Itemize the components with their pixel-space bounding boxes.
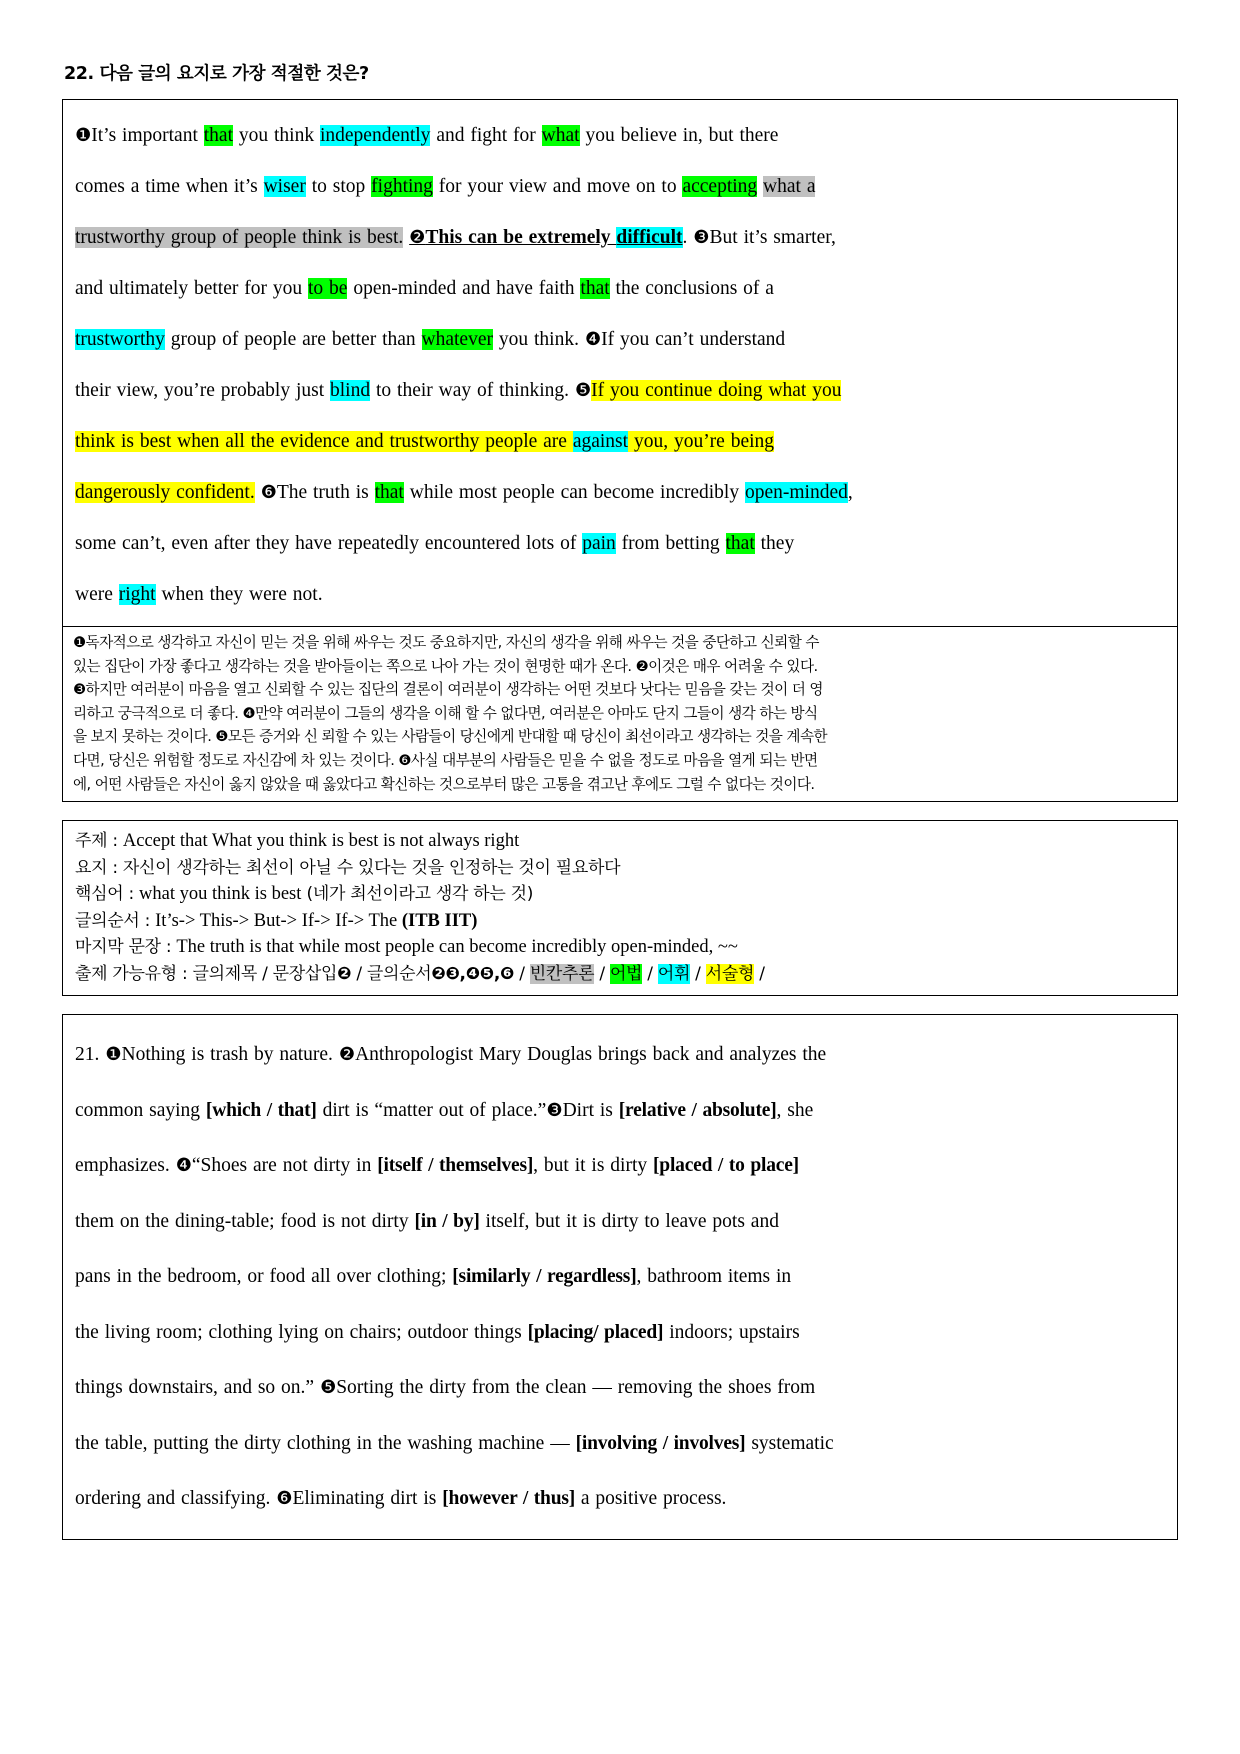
q21-line-7 [75,1360,1165,1416]
type-badge-3: 글의순서 [366,963,432,984]
text-run: some can’t, even after they have repeatedly encountered lots of [75,533,583,554]
text-run: indoors; upstairs [663,1321,800,1343]
types-label: 출제 가능유형 [75,963,177,984]
highlight-green: that [374,482,404,503]
text-run: This can be extremely [425,227,617,248]
translation-line-7: 에, 어떤 사람들은 자신이 옳지 않았을 때 옳았다고 확신하는 것으로부터 많은 고통을 겪고난 후에도 그럴 수 없다는 것이다. [73,775,815,793]
analysis-row-gist: 요지 : 자신이 생각하는 최선이 아닐 수 있다는 것을 인정하는 것이 필요하다 [75,857,621,878]
highlight-cyan: pain [582,533,616,554]
passage-line-4 [75,263,1165,314]
text-run: , bathroom items in [636,1266,792,1288]
grammar-choice: [placing/ placed] [527,1321,664,1343]
order-value: It’s-> This-> But-> If-> If-> The [155,910,398,931]
text-run: Sorting the dirty from the clean — removing the shoes from [336,1377,816,1399]
type-separator: / [690,963,706,984]
text-run: you believe in, but there [579,125,779,146]
type-separator: / [351,963,367,984]
text-run: dirt is “matter out of place.” [316,1099,547,1121]
q21-line-4 [75,1194,1165,1250]
sentence-marker: ❸ [693,227,710,248]
keyword-value-en: what you think is best [139,884,302,905]
text-run: the living room; clothing lying on chairs; outdoor things [75,1321,528,1343]
grammar-choice: [similarly / regardless] [452,1266,637,1288]
text-run: itself, but it is dirty to leave pots and [479,1210,779,1232]
gist-label: 요지 [75,857,108,878]
highlight-green: what [541,125,580,146]
translation-line-6: 다면, 당신은 위험할 정도로 자신감에 차 있는 것이다. ❻사실 대부분의 사람들은 믿을 수 없을 정도로 마음을 열게 되는 반면 [73,751,818,769]
grammar-choice: [in / by] [414,1210,480,1232]
analysis-row-order: 글의순서 : It’s-> This-> But-> If-> If-> The (ITB IIT) [75,910,478,931]
text-run: and fight for [430,125,542,146]
text-run: comes a time when it’s [75,176,264,197]
highlight-yellow: think is best when all the evidence and trustworthy people are [75,431,573,452]
text-run: If you can’t understand [601,329,786,350]
passage-line-9 [75,518,1165,569]
analysis-row-types: 출제 가능유형 : 글의제목 / 문장삽입❷ / 글의순서❷❸,❹❺,❻ / 빈칸추론 / 어법 / 어휘 / 서술형 / [75,963,765,984]
text-run: It’s important [91,125,204,146]
text-run: their view, you’re probably just [75,380,331,401]
highlight-cyan: independently [319,125,431,146]
text-run: while most people can become incredibly [403,482,745,503]
highlight-cyan: wiser [263,176,306,197]
grammar-choice: [relative / absolute] [618,1099,777,1121]
text-run: , but it is dirty [533,1155,653,1177]
topic-label: 주제 [75,831,108,852]
highlight-yellow: what [768,380,807,401]
sentence-marker: ❹ [175,1155,192,1177]
text-run: ordering and classifying. [75,1488,277,1510]
text-run: the conclusions of a [609,278,774,299]
type-badge-5: 어법 [609,963,643,984]
order-code: (ITB IIT) [401,910,478,931]
highlight-green: fighting [371,176,433,197]
type-separator: / [642,963,658,984]
highlight-cyan: open-minded [744,482,848,503]
text-run: , [847,482,853,503]
sentence-marker: ❻ [276,1488,293,1510]
question-22-box [62,99,1178,802]
q21-line-6 [75,1305,1165,1361]
highlight-green: that [725,533,755,554]
text-run: for your view and move on to [432,176,683,197]
type-badge-6: 어휘 [657,963,691,984]
type-badge-suffix-3: ❷❸,❹❺,❻ [431,963,515,984]
highlight-cyan: right [118,584,156,605]
grammar-choice: [itself / themselves] [377,1155,534,1177]
analysis-row-last-sentence: 마지막 문장 : The truth is that while most people can become incredibly open-minded, ~~ [75,937,738,958]
highlight-gray: trustworthy group of people think is best. [75,227,404,248]
types-list [192,964,764,984]
text-run: a positive process. [575,1488,727,1510]
type-badge-4: 빈칸추론 [529,963,595,984]
text-run: to stop [305,176,372,197]
sentence-marker: ❺ [574,380,592,401]
text-run: The truth is [276,482,375,503]
text-run: and ultimately better for you [75,278,308,299]
q21-line-2 [75,1083,1165,1139]
grammar-choice: [however / thus] [442,1488,576,1510]
passage-line-6 [75,365,1165,416]
order-label: 글의순서 [75,910,140,931]
analysis-box [62,820,1178,996]
type-separator: / [256,963,273,984]
highlight-yellow: dangerously confident. [75,482,255,503]
sentence-marker: ❻ [260,482,277,503]
grammar-choice: [placed / to place] [653,1155,799,1177]
text-run: to their way of thinking. [370,380,569,401]
sentence-marker: ❶ [75,125,92,146]
highlight-cyan: difficult [616,227,683,248]
sentence-marker: ❷ [409,227,426,248]
passage-line-1 [75,110,1165,161]
q21-line-5 [75,1249,1165,1305]
passage-line-8 [75,467,1165,518]
last-sentence-value: The truth is that while most people can become incredibly open-minded, ~~ [176,937,738,958]
q21-line-3 [75,1138,1165,1194]
highlight-green: to be [307,278,348,299]
gist-value: 자신이 생각하는 최선이 아닐 수 있다는 것을 인정하는 것이 필요하다 [122,857,621,878]
text-run: the table, putting the dirty clothing in the washing machine — [75,1432,576,1454]
text-run: Dirt is [562,1099,619,1121]
keyword-value-kr: (네가 최선이라고 생각 하는 것) [306,884,534,905]
text-run: them on the dining-table; food is not dirty [75,1210,415,1232]
keyword-label: 핵심어 [75,884,124,905]
highlight-cyan: trustworthy [75,329,165,350]
highlight-green: whatever [421,329,493,350]
text-run: they [754,533,795,554]
translation-line-5: 을 보지 못하는 것이다. ❺모든 증거와 신 뢰할 수 있는 사람들이 당신에게 반대할 때 당신이 최선이라고 생각하는 것을 계속한 [73,728,828,746]
text-run: pans in the bedroom, or food all over clothing; [75,1266,453,1288]
type-separator: / [594,963,610,984]
text-run: emphasizes. [75,1155,176,1177]
text-run: “Shoes are not dirty in [191,1155,378,1177]
highlight-cyan: blind [330,380,371,401]
type-badge-1: 글의제목 [192,963,257,984]
q21-line-8 [75,1416,1165,1472]
text-run: you think. [493,329,579,350]
translation-line-3: ❸하지만 여러분이 마음을 열고 신뢰할 수 있는 집단의 결론이 여러분이 생각하는 어떤 것보다 낫다는 믿음을 갖는 것이 더 영 [73,681,823,699]
sentence-marker: ❷ [338,1044,356,1066]
translation-line-2: 있는 집단이 가장 좋다고 생각하는 것을 받아들이는 쪽으로 나아 가는 것이 현명한 때가 온다. ❷이것은 매우 어려울 수 있다. [73,657,818,675]
highlight-green: accepting [682,176,758,197]
english-passage [63,100,1177,626]
text-run: Eliminating dirt is [292,1488,443,1510]
text-run: common saying [75,1099,206,1121]
type-badge-suffix-2: ❷ [337,963,352,984]
type-badge-7: 서술형 [705,963,755,984]
highlight-green: that [580,278,610,299]
question-21-box [62,1014,1178,1540]
passage-line-5 [75,314,1165,365]
last-sentence-label: 마지막 문장 [75,937,161,958]
text-run: from betting [615,533,726,554]
sentence-marker: ❸ [546,1099,563,1121]
passage-line-2 [75,161,1165,212]
highlight-yellow: If you continue doing [591,380,769,401]
text-run: things downstairs, and so on.” [75,1377,320,1399]
analysis-row-keyword: 핵심어 : what you think is best (네가 최선이라고 생각 하는 것) [75,884,534,905]
highlight-green: that [203,125,233,146]
q21-line-9 [75,1471,1165,1527]
translation-line-1: ❶독자적으로 생각하고 자신이 믿는 것을 위해 싸우는 것도 중요하지만, 자신의 생각을 위해 싸우는 것을 중단하고 신뢰할 수 [73,634,819,651]
highlight-cyan: against [572,431,629,452]
text-run: were [75,584,119,605]
sentence-marker: ❹ [584,329,602,350]
sentence-marker: ❶ [105,1044,122,1066]
text-run: Anthropologist Mary Douglas brings back and analyzes the [355,1044,827,1066]
analysis-row-topic: 주제 : Accept that What you think is best is not always right [75,831,520,852]
translation-line-4: 리하고 궁극적으로 더 좋다. ❹만약 여러분이 그들의 생각을 이해 할 수 없다면, 여러분은 아마도 단지 그들이 생각 하는 방식 [73,704,818,722]
passage-line-7 [75,416,1165,467]
type-badge-2: 문장삽입 [272,963,338,984]
passage-line-10 [75,569,1165,620]
text-run: Nothing is trash by nature. [121,1044,333,1066]
passage-line-3 [75,212,1165,263]
grammar-choice: [involving / involves] [575,1432,746,1454]
type-separator: / [514,963,530,984]
text-run: But it’s smarter, [709,227,836,248]
text-run: systematic [745,1432,834,1454]
q21-line-1 [75,1027,1165,1083]
text-run: 21. [75,1044,106,1066]
korean-translation [63,626,1177,801]
grammar-choice: [which / that] [205,1099,317,1121]
text-run: open-minded and have faith [347,278,581,299]
text-run: group of people are better than [164,329,422,350]
text-run: . [682,227,688,248]
type-separator: / [754,963,765,984]
topic-value: Accept that What you think is best is not always right [122,831,520,852]
text-run: you think [233,125,320,146]
text-run: when they were not. [155,584,323,605]
sentence-marker: ❺ [319,1377,337,1399]
highlight-yellow: you [812,380,842,401]
highlight-yellow: you, you’re being [628,431,775,452]
question-22-heading: 22. 다음 글의 요지로 가장 적절한 것은? [64,64,369,84]
text-run: , she [776,1099,814,1121]
highlight-gray: what a [763,176,816,197]
